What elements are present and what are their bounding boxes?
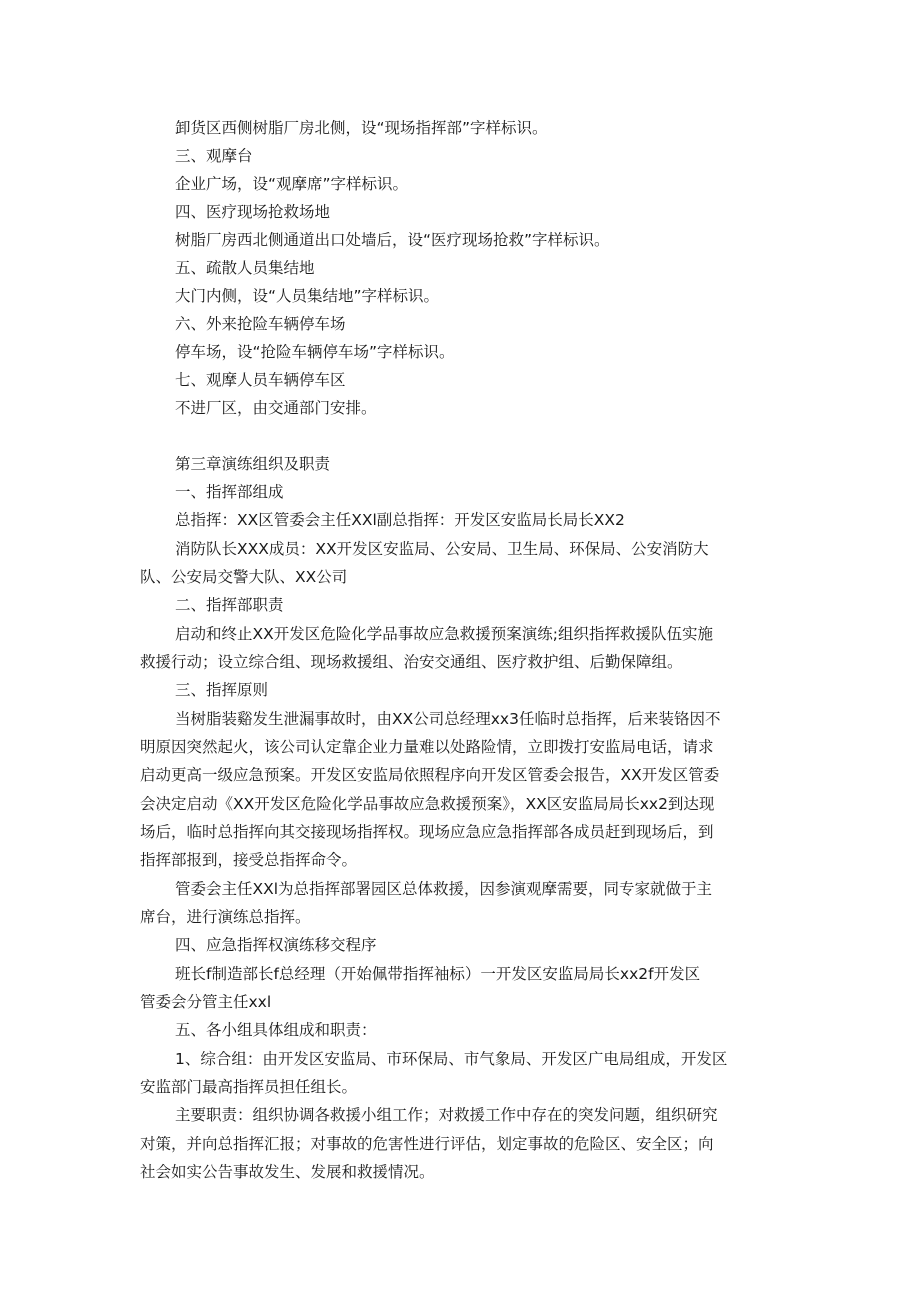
text-line: 主要职责：组织协调各救援小组工作；对救援工作中存在的突发问题，组织研究 bbox=[175, 1106, 718, 1124]
text-line: 管委会主任XXl为总指挥部署园区总体救援，因参演观摩需要，同专家就做于主 bbox=[175, 880, 713, 898]
text-line: 社会如实公告事故发生、发展和救援情况。 bbox=[140, 1163, 435, 1181]
text-line: 企业广场，设“观摩席”字样标识。 bbox=[175, 175, 409, 193]
text-line: 班长f制造部长f总经理（开始佩带指挥袖标）一开发区安监局局长xx2f开发区 bbox=[175, 965, 701, 983]
section-heading: 五、疏散人员集结地 bbox=[175, 259, 315, 277]
section-heading: 二、指挥部职责 bbox=[175, 596, 284, 614]
text-line: 消防队长XXX成员：XX开发区安监局、公安局、卫生局、环保局、公安消防大 bbox=[175, 540, 709, 558]
section-heading: 三、观摩台 bbox=[175, 147, 253, 165]
text-line: 会决定启动《XX开发区危险化学品事故应急救援预案》，XX区安监局局长xx2到达现 bbox=[140, 795, 715, 813]
text-line: 当树脂装谿发生泄漏事故时，由XX公司总经理xx3任临时总指挥，后来装铬因不 bbox=[175, 710, 721, 728]
section-heading: 三、指挥原则 bbox=[175, 681, 269, 699]
text-line: 1、综合组：由开发区安监局、市环保局、市气象局、开发区广电局组成，开发区 bbox=[175, 1050, 728, 1068]
section-heading: 四、医疗现场抢救场地 bbox=[175, 203, 331, 221]
section-heading: 五、各小组具体组成和职责： bbox=[175, 1021, 377, 1039]
text-line: 席台，进行演练总指挥。 bbox=[140, 908, 311, 926]
section-heading: 六、外来抢险车辆停车场 bbox=[175, 315, 346, 333]
section-heading: 七、观摩人员车辆停车区 bbox=[175, 371, 346, 389]
text-line: 树脂厂房西北侧通道出口处墙后，设“医疗现场抢救”字样标识。 bbox=[175, 231, 610, 249]
chapter-title: 第三章演练组织及职责 bbox=[175, 455, 331, 473]
text-line: 管委会分管主任xxl bbox=[140, 993, 272, 1011]
text-line: 对策，并向总指挥汇报；对事故的危害性进行评估，划定事故的危险区、安全区；向 bbox=[140, 1135, 714, 1153]
text-line: 明原因突然起火，该公司认定靠企业力量难以处路险情，立即拨打安监局电话，请求 bbox=[140, 738, 714, 756]
text-line: 安监部门最高指挥员担任组长。 bbox=[140, 1078, 358, 1096]
section-heading: 四、应急指挥权演练移交程序 bbox=[175, 936, 377, 954]
text-line: 队、公安局交警大队、XX公司 bbox=[140, 568, 348, 586]
text-line: 不进厂区，由交通部门安排。 bbox=[175, 399, 377, 417]
text-line: 指挥部报到，接受总指挥命令。 bbox=[140, 851, 358, 869]
text-line: 卸货区西侧树脂厂房北侧，设“现场指挥部”字样标识。 bbox=[175, 119, 548, 137]
section-heading: 一、指挥部组成 bbox=[175, 483, 284, 501]
text-line: 场后，临时总指挥向其交接现场指挥权。现场应急应急指挥部各成员赶到现场后，到 bbox=[140, 823, 714, 841]
text-line: 大门内侧，设“人员集结地”字样标识。 bbox=[175, 287, 440, 305]
text-line: 总指挥：XX区管委会主任XXl副总指挥：开发区安监局长局长XX2 bbox=[175, 511, 625, 529]
text-line: 启动更高一级应急预案。开发区安监局依照程序向开发区管委会报告，XX开发区管委 bbox=[140, 766, 720, 784]
text-line: 停车场，设“抢险车辆停车场”字样标识。 bbox=[175, 343, 455, 361]
text-line: 启动和终止XX开发区危险化学品事故应急救援预案演练;组织指挥救援队伍实施 bbox=[175, 625, 713, 643]
text-line: 救援行动；设立综合组、现场救援组、治安交通组、医疗救护组、后勤保障组。 bbox=[140, 653, 683, 671]
